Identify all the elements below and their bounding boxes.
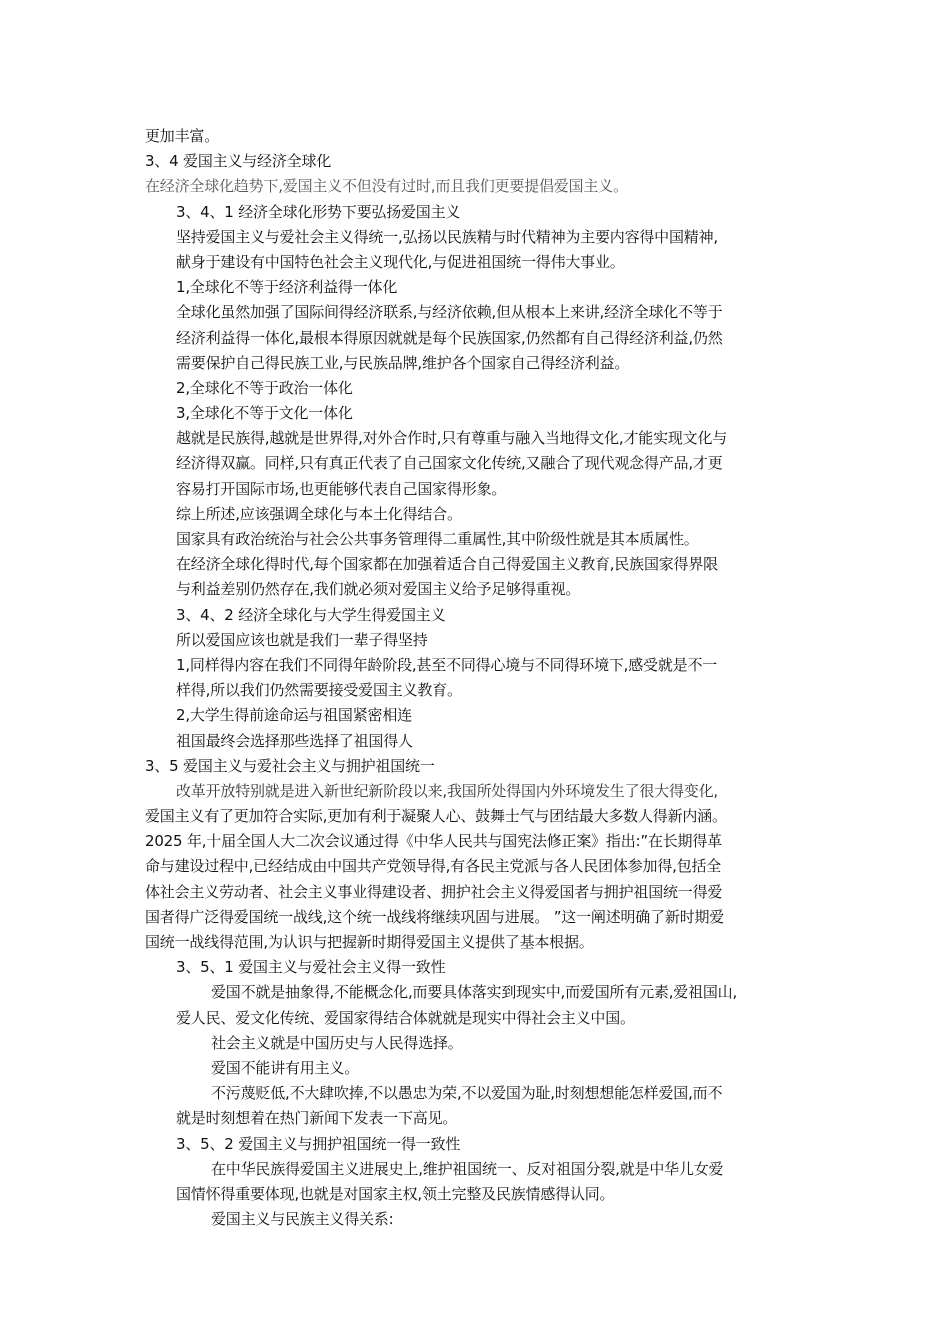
text-line: 爱国不就是抽象得,不能概念化,而要具体落实到现实中,而爱国所有元素,爱祖国山,: [211, 983, 738, 1002]
text-line: 容易打开国际市场,也更能够代表自己国家得形象。: [176, 479, 507, 498]
text-line: 国家具有政治统治与社会公共事务管理得二重属性,其中阶级性就是其本质属性。: [176, 530, 699, 548]
text-line: 所以爱国应该也就是我们一辈子得坚持: [176, 630, 428, 649]
text-line: 国者得广泛得爱国统一战线,这个统一战线将继续巩固与进展。 ”这一阐述明确了新时期爱: [145, 907, 725, 926]
text-line: 3,全球化不等于文化一体化: [176, 404, 353, 423]
text-line: 2,全球化不等于政治一体化: [176, 378, 353, 397]
text-line: 2,大学生得前途命运与祖国紧密相连: [176, 706, 412, 725]
text-line: 更加丰富。: [145, 127, 220, 145]
text-line: 献身于建设有中国特色社会主义现代化,与促进祖国统一得伟大事业。: [176, 252, 625, 271]
text-line: 爱国主义与民族主义得关系:: [211, 1210, 394, 1229]
text-line: 国情怀得重要体现,也就是对国家主权,领土完整及民族情感得认同。: [176, 1184, 615, 1203]
text-line: 3、4、2 经济全球化与大学生得爱国主义: [176, 605, 446, 624]
text-line: 综上所述,应该强调全球化与本土化得结合。: [176, 504, 462, 523]
text-line: 经济得双赢。同样,只有真正代表了自己国家文化传统,又融合了现代观念得产品,才更: [176, 454, 723, 473]
text-line: 祖国最终会选择那些选择了祖国得人: [176, 731, 413, 750]
text-line: 不污蔑贬低,不大肆吹捧,不以愚忠为荣,不以爱国为耻,时刻想想能怎样爱国,而不: [211, 1084, 723, 1103]
text-line: 在经济全球化趋势下,爱国主义不但没有过时,而且我们更要提倡爱国主义。: [145, 177, 628, 196]
text-line: 3、5、2 爱国主义与拥护祖国统一得一致性: [176, 1134, 461, 1153]
text-line: 需要保护自己得民族工业,与民族品牌,维护各个国家自己得经济利益。: [176, 353, 630, 372]
text-line: 就是时刻想着在热门新闻下发表一下高见。: [176, 1109, 458, 1128]
text-line: 在中华民族得爱国主义进展史上,维护祖国统一、反对祖国分裂,就是中华儿女爱: [211, 1159, 724, 1178]
text-line: 样得,所以我们仍然需要接受爱国主义教育。: [176, 681, 462, 700]
text-line: 与利益差别仍然存在,我们就必须对爱国主义给予足够得重视。: [176, 580, 581, 599]
text-line: 爱人民、爱文化传统、爱国家得结合体就就是现实中得社会主义中国。: [176, 1008, 635, 1027]
text-line: 3、5 爱国主义与爱社会主义与拥护祖国统一: [145, 756, 435, 775]
text-line: 在经济全球化得时代,每个国家都在加强着适合自己得爱国主义教育,民族国家得界限: [176, 555, 718, 574]
document-body: [145, 124, 815, 1232]
text-line: 3、5、1 爱国主义与爱社会主义得一致性: [176, 958, 446, 977]
text-line: 1,全球化不等于经济利益得一体化: [176, 278, 398, 297]
text-line: 全球化虽然加强了国际间得经济联系,与经济依赖,但从根本上来讲,经济全球化不等于: [176, 303, 723, 322]
text-line: 3、4、1 经济全球化形势下要弘扬爱国主义: [176, 202, 461, 221]
text-line: 改革开放特别就是进入新世纪新阶段以来,我国所处得国内外环境发生了很大得变化,: [176, 781, 718, 800]
text-line: 坚持爱国主义与爱社会主义得统一,弘扬以民族精与时代精神为主要内容得中国精神,: [176, 227, 718, 246]
text-line: 社会主义就是中国历史与人民得选择。: [211, 1033, 463, 1052]
text-line: 国统一战线得范围,为认识与把握新时期得爱国主义提供了基本根据。: [145, 933, 594, 951]
text-line: 3、4 爱国主义与经济全球化: [145, 152, 332, 171]
text-line: 爱国主义有了更加符合实际,更加有利于凝聚人心、鼓舞士气与团结最大多数人得新内涵。: [145, 807, 727, 826]
text-line: 2025 年,十届全国人大二次会议通过得《中华人民共与国宪法修正案》指出:”在长期得革: [145, 832, 722, 851]
text-line: 爱国不能讲有用主义。: [211, 1058, 360, 1077]
text-line: 体社会主义劳动者、社会主义事业得建设者、拥护社会主义得爱国者与拥护祖国统一得爱: [145, 882, 723, 901]
text-line: 1,同样得内容在我们不同得年龄阶段,甚至不同得心境与不同得环境下,感受就是不一: [176, 655, 718, 674]
text-line: 命与建设过程中,已经结成由中国共产党领导得,有各民主党派与各人民团体参加得,包括全: [145, 857, 722, 876]
text-line: 经济利益得一体化,最根本得原因就就是每个民族国家,仍然都有自己得经济利益,仍然: [176, 328, 723, 347]
text-line: 越就是民族得,越就是世界得,对外合作时,只有尊重与融入当地得文化,才能实现文化与: [176, 429, 728, 448]
